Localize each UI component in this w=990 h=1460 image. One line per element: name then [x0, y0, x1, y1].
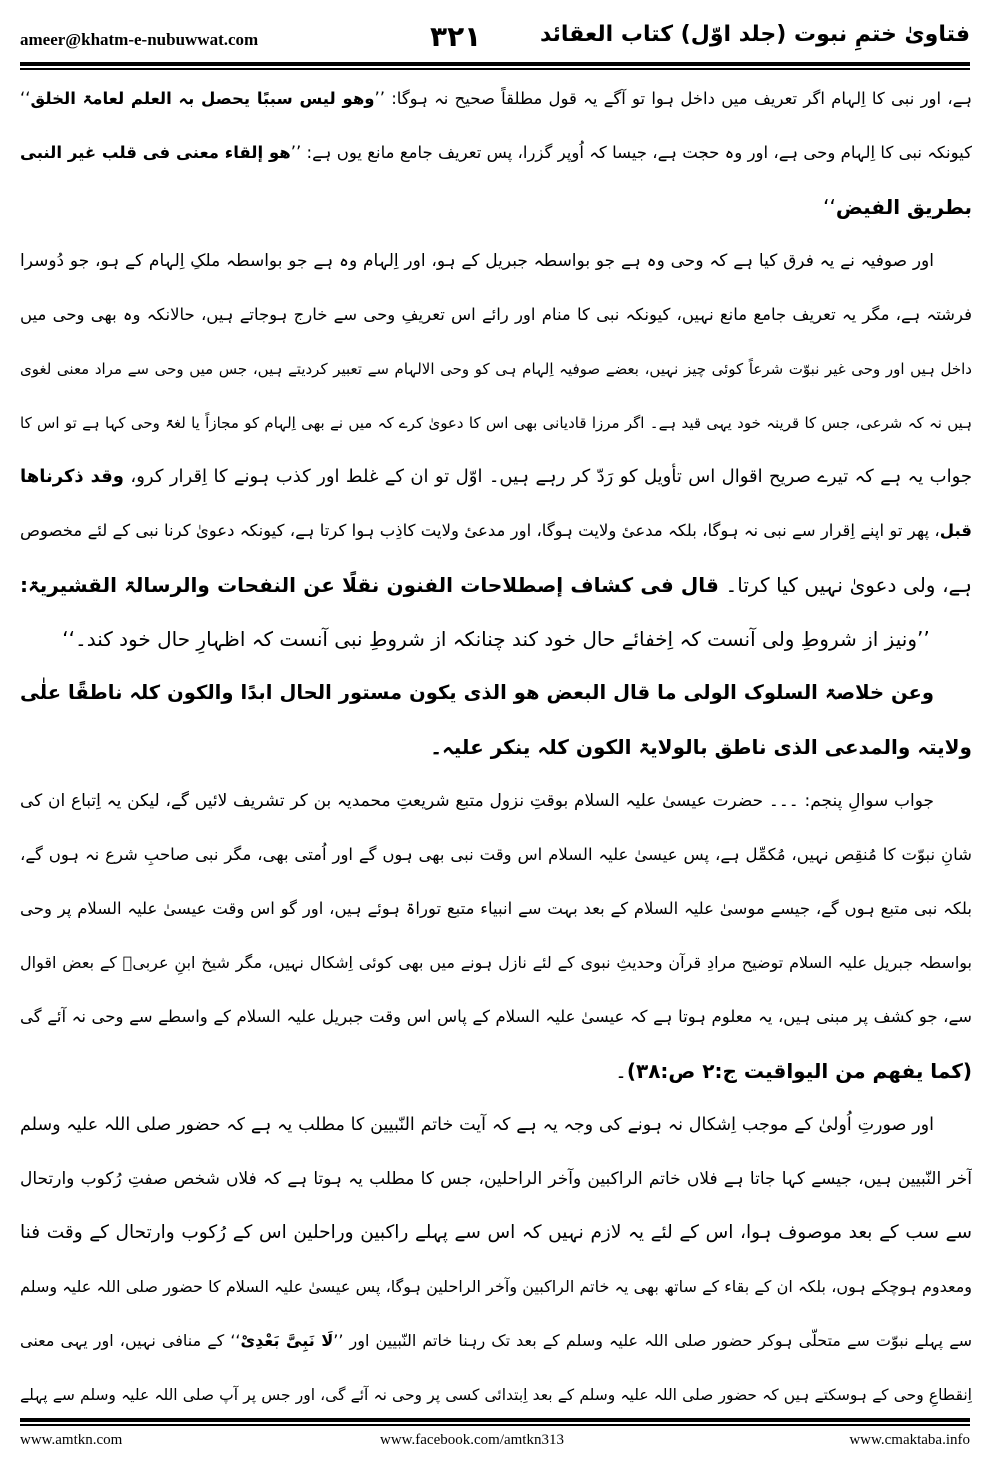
text-segment: ‘‘ کے منافی نہیں، اور یہی معنی	[20, 1331, 241, 1350]
text-segment: داخل ہیں اور وحی غیر نبوّت شرعاً کوئی چیز نہیں، بعضے صوفیہ اِلہام ہی کو وحی الالہام سے تعبیر کردیتے ہیں، جس میں وحی سے مراد معنی لغوی	[20, 360, 972, 378]
arabic-quote-segment: ولایتہ والمدعی الذی ناطق بالولایۃ الکون کلہ ینکر علیہ۔	[430, 735, 972, 759]
text-segment: بلکہ نبی متبع ہوں گے، جیسے موسیٰ علیہ السلام کے بعد بہت سے انبیاء متبع توراۃ ہوئے ہیں، اور گو اس وقت عیسیٰ علیہ السلام پر وحی	[20, 899, 972, 918]
arabic-quote-segment: وقد ذکرناھا	[20, 466, 124, 487]
text-line	[20, 828, 972, 882]
text-line	[20, 1152, 972, 1206]
text-line	[20, 1044, 972, 1098]
text-segment: ۔	[615, 1059, 627, 1083]
text-segment: شانِ نبوّت کا مُنقِص نہیں، مُکمِّل ہے، پس عیسیٰ علیہ السلام اس وقت نبی بھی ہوں گے اور اُمتی بھی، مگر نبی صاحبِ شرع نہ ہوں گے،	[20, 845, 972, 864]
text-line	[20, 882, 972, 936]
text-line	[20, 1260, 972, 1314]
text-segment: فرشتہ ہے، مگر یہ تعریف جامع مانع نہیں، کیونکہ نبی کا منام اور رائے اس تعریفِ وحی سے خارج ہوجاتے ہیں، حالانکہ وہ بھی وحی میں	[20, 305, 972, 324]
text-line	[20, 450, 972, 504]
text-line	[20, 720, 972, 774]
text-line	[20, 1314, 972, 1368]
arabic-quote-segment: وھو لیس سببًا یحصل بہ العلم لعامۃ الخلق	[30, 89, 375, 108]
arabic-quote-segment: ھو إلقاء معنی فی قلب غیر النبی	[20, 143, 291, 162]
text-line	[20, 990, 972, 1044]
text-line	[20, 774, 972, 828]
text-line	[20, 1098, 972, 1152]
text-line	[20, 612, 972, 666]
text-segment: ‘‘	[20, 89, 31, 108]
text-segment: ’’ونیز از شروطِ ولی آنست کہ اِخفائے حال خود کند چنانکہ از شروطِ نبی آنست کہ اظہارِ حال خود کند۔‘‘	[62, 627, 930, 651]
header-email: ameer@khatm-e-nubuwwat.com	[20, 30, 259, 49]
text-segment: سے، جو کشف پر مبنی ہیں، یہ معلوم ہوتا ہے کہ عیسیٰ علیہ السلام کے پاس اس وقت جبریل علیہ السلام کے واسطے سے وحی نہ آئے گی	[20, 1007, 972, 1026]
arabic-quote-segment: بطریق الفیض	[835, 195, 972, 219]
arabic-quote-segment: قبل	[939, 521, 972, 540]
text-line	[20, 504, 972, 558]
text-segment: ‘‘	[823, 195, 836, 219]
text-line	[20, 234, 972, 288]
arabic-quote-segment: وعن خلاصۃ السلوک الولی ما قال البعض ھو الذی یکون مستور الحال ابدًا والکون کلہ ناطقًا علٰی	[20, 681, 934, 704]
text-segment: کیونکہ نبی کا اِلہام وحی ہے، اور وہ حجت ہے، جیسا کہ اُوپر گزرا، پس تعریف جامع مانع یوں ہے: ’’	[290, 143, 972, 162]
text-segment: ہیں نہ کہ شرعی، جس کا قرینہ خود یہی قید ہے۔ اگر مرزا قادیانی بھی اس کا دعویٰ کرے کہ میں نے بھی اِلہام کو مجازاً یا لغۃً وحی کہا ہے تو اس کا	[20, 414, 972, 432]
header-divider	[20, 62, 970, 70]
text-line	[20, 126, 972, 180]
text-segment: ، پھر تو اپنے اِقرار سے نبی نہ ہوگا، بلکہ مدعیٔ ولایت ہوگا، اور مدعیٔ ولایت کاذِب ہوا کرتا ہے، کیونکہ دعویٰ کرنا نبی کے لئے مخصوص	[20, 521, 940, 540]
page-body	[20, 72, 972, 1422]
text-segment: ہے، ولی دعویٰ نہیں کیا کرتا۔	[718, 573, 972, 597]
text-segment: سے سب کے بعد موصوف ہوا، اس کے لئے یہ لازم نہیں کہ اس سے پہلے راکبین وراحلین اس کے رُکوب وارتحال کے وقت فنا	[20, 1222, 972, 1243]
arabic-quote-segment: قال فی کشاف إصطلاحات الفنون نقلًا عن النفحات والرسالۃ القشیریۃ:	[20, 573, 719, 597]
text-segment: بواسطہ جبریل علیہ السلام توضیح مرادِ قرآن وحدیثِ نبوی کے لئے نازل ہونے میں بھی کوئی اِشکال نہیں، مگر شیخ ابنِ عربیؒ کے بعض اقوال	[20, 953, 972, 972]
text-segment: ہے، اور نبی کا اِلہام اگر تعریف میں داخل ہوا تو آگے یہ قول مطلقاً صحیح نہ ہوگا: ’’	[374, 89, 972, 108]
text-line	[20, 342, 972, 396]
text-segment: اور صورتِ اُولیٰ کے موجب اِشکال نہ ہونے کی وجہ یہ ہے کہ آیت خاتم النّبیین کا مطلب یہ ہے کہ حضور صلی اللہ علیہ وسلم	[20, 1115, 934, 1135]
text-line	[20, 1368, 972, 1422]
text-line	[20, 936, 972, 990]
text-line	[20, 1206, 972, 1260]
arabic-quote-segment: (کما یفھم من الیواقیت ج:۲ ص:۳۸)	[626, 1059, 972, 1083]
text-segment: سے پہلے نبوّت سے متحلّی ہوکر حضور صلی اللہ علیہ وسلم کے بعد تک رہنا خاتم النّبیین اور ’’	[333, 1331, 972, 1350]
footer-link-center[interactable]: www.facebook.com/amtkn313	[380, 1432, 564, 1448]
text-segment: اِنقطاعِ وحی کے ہوسکتے ہیں کہ حضور صلی اللہ علیہ وسلم کے بعد اِبتدائی کسی پر وحی نہ آئے گی، اور جس پر آپ صلی اللہ علیہ وسلم سے پہلے	[20, 1386, 972, 1404]
arabic-quote-segment: لَا نَبِیَّ بَعْدِیْ	[240, 1331, 334, 1350]
text-line	[20, 288, 972, 342]
footer-link-left[interactable]: www.amtkn.com	[20, 1432, 123, 1448]
footer-link-right[interactable]: www.cmaktaba.info	[849, 1432, 970, 1448]
text-line	[20, 180, 972, 234]
text-line	[20, 396, 972, 450]
book-title: فتاویٰ ختمِ نبوت (جلد اوّل) کتاب العقائد	[539, 22, 970, 47]
text-segment: اور صوفیہ نے یہ فرق کیا ہے کہ وحی وہ ہے جو بواسطہ جبریل کے ہو، اور اِلہام وہ ہے جو بواسطہ ملکِ اِلہام کے ہو، جو دُوسرا	[20, 251, 934, 271]
text-segment: آخر النّبیین ہیں، جیسے کہا جاتا ہے فلاں خاتم الراکبین وآخر الراحلین، جس کا مطلب یہ ہوتا ہے کہ فلاں شخص صفتِ رُکوب وارتحال	[20, 1169, 972, 1189]
text-segment: جواب یہ ہے کہ تیرے صریح اقوال اس تأویل کو رَدّ کر رہے ہیں۔ اوّل تو ان کے غلط اور کذب ہونے کا اِقرار کرو،	[124, 466, 972, 487]
text-line	[20, 72, 972, 126]
footer-divider	[20, 1418, 970, 1426]
text-line	[20, 666, 972, 720]
page-number: ۳۲۱	[430, 20, 482, 53]
text-segment: جواب سوالِ پنجم: ۔۔۔ حضرت عیسیٰ علیہ السلام بوقتِ نزول متبع شریعتِ محمدیہ بن کر تشریف لائیں گے، لیکن یہ اِتباع ان کی	[20, 791, 934, 811]
text-segment: ومعدوم ہوچکے ہوں، بلکہ ان کے بقاء کے ساتھ بھی یہ خاتم الراکبین وآخر الراحلین ہوگا، پس عیسیٰ علیہ السلام کا حضور صلی اللہ علیہ وسلم	[20, 1277, 972, 1296]
text-line	[20, 558, 972, 612]
